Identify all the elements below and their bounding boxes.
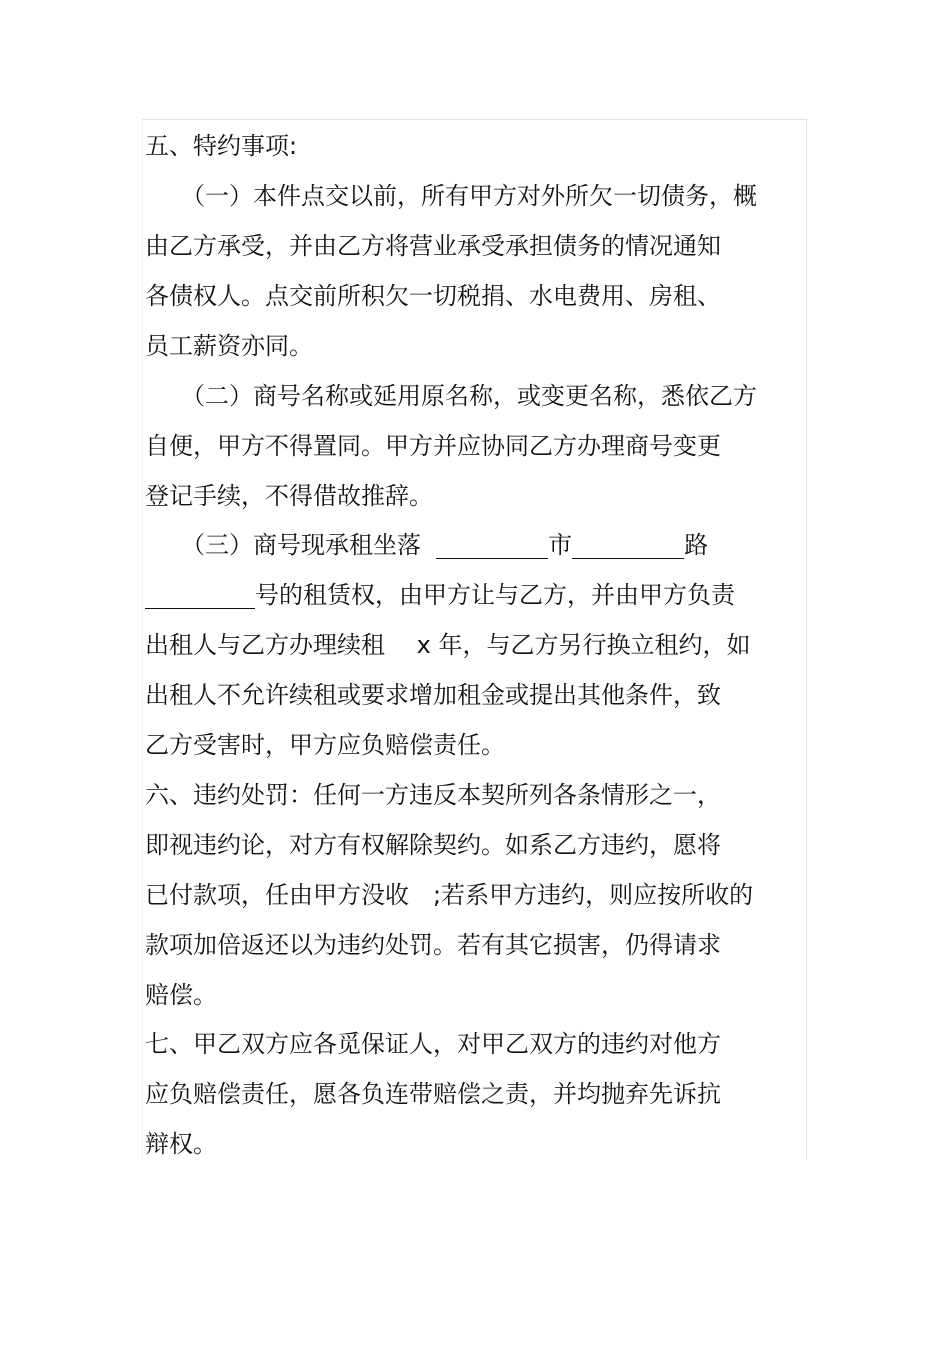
section-6-line-1: 六、违约处罚：任何一方违反本契所列各条情形之一，: [145, 781, 721, 809]
section-7-line-3: 辩权。: [145, 1130, 217, 1158]
number-blank: [145, 584, 255, 609]
clause-3-line-3: 出租人与乙方办理续租 x 年，与乙方另行换立租约，如: [145, 631, 751, 659]
section-6-line-3: 已付款项，任由甲方没收 ;若系甲方违约，则应按所收的: [145, 881, 754, 909]
city-blank: [436, 534, 548, 559]
clause-3-line-2: [145, 580, 735, 610]
clause-3-text-2: 号的租赁权，由甲方让与乙方，并由甲方负责: [255, 581, 735, 609]
clause-1-line-1: （一）本件点交以前，所有甲方对外所欠一切债务，概: [181, 182, 757, 210]
clause-2-line-1: （二）商号名称或延用原名称，或变更名称，悉依乙方: [181, 382, 757, 410]
section-7-line-1: 七、甲乙双方应各觅保证人，对甲乙双方的违约对他方: [145, 1030, 721, 1058]
clause-3-line-1: [181, 530, 708, 560]
section-7-line-2: 应负赔偿责任，愿各负连带赔偿之责，并均抛弃先诉抗: [145, 1080, 721, 1108]
city-label: 市: [548, 531, 573, 559]
section-heading-5: 五、特约事项:: [145, 132, 298, 160]
clause-3-text: （三）商号现承租坐落: [181, 531, 421, 559]
clause-3-line-4: 出租人不允许续租或要求增加租金或提出其他条件，致: [145, 681, 721, 709]
clause-3-line-5: 乙方受害时，甲方应负赔偿责任。: [145, 731, 505, 759]
clause-2-line-2: 自便，甲方不得置同。甲方并应协同乙方办理商号变更: [145, 432, 721, 460]
section-6-line-5: 赔偿。: [145, 981, 217, 1009]
road-blank: [572, 534, 684, 559]
clause-1-line-4: 员工薪资亦同。: [145, 332, 313, 360]
clause-2-line-3: 登记手续，不得借故推辞。: [145, 482, 433, 510]
section-6-line-4: 款项加倍返还以为违约处罚。若有其它损害，仍得请求: [145, 931, 721, 959]
clause-1-line-3: 各债权人。点交前所积欠一切税捐、水电费用、房租、: [145, 282, 721, 310]
road-label: 路: [684, 531, 709, 559]
clause-1-line-2: 由乙方承受，并由乙方将营业承受承担债务的情况通知: [145, 232, 721, 260]
section-6-line-2: 即视违约论，对方有权解除契约。如系乙方违约，愿将: [145, 831, 721, 859]
